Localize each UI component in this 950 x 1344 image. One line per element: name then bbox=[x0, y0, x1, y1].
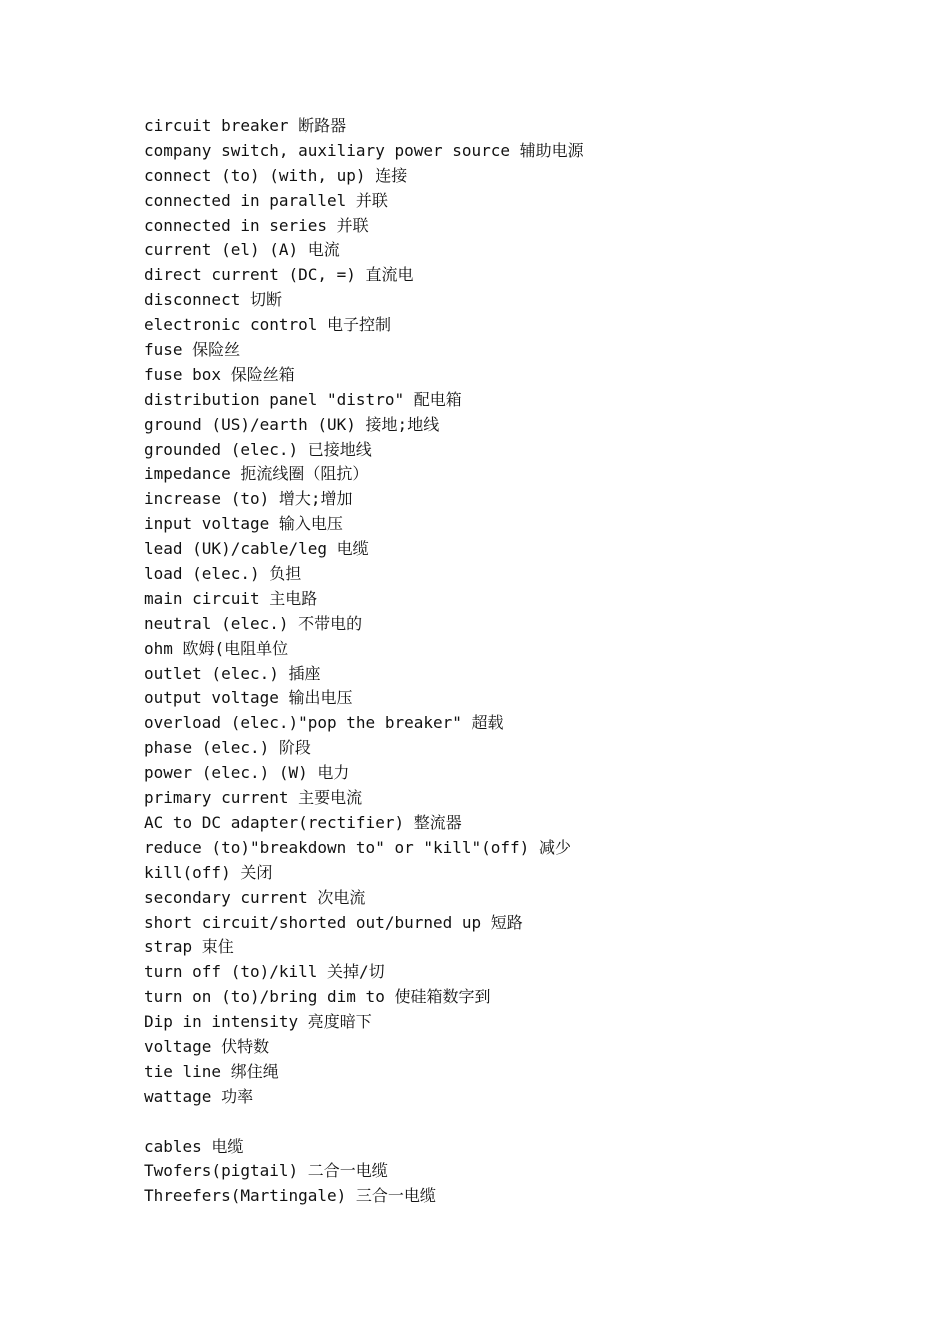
glossary-entry: direct current (DC, =) 直流电 bbox=[144, 265, 414, 285]
glossary-entry: reduce (to)"breakdown to" or "kill"(off) 减少 bbox=[144, 837, 571, 857]
glossary-entry: electronic control 电子控制 bbox=[144, 315, 392, 335]
cables-entry: Twofers(pigtail) 二合一电缆 bbox=[144, 1161, 388, 1181]
glossary-entry: voltage 伏特数 bbox=[144, 1036, 270, 1056]
glossary-entry: disconnect 切断 bbox=[144, 290, 282, 310]
glossary-entry: lead (UK)/cable/leg 电缆 bbox=[144, 539, 369, 559]
glossary-entry: current (el) (A) 电流 bbox=[144, 240, 340, 260]
glossary-entry: wattage 功率 bbox=[144, 1086, 254, 1106]
glossary-entry: fuse box 保险丝箱 bbox=[144, 364, 295, 384]
glossary-entry: grounded (elec.) 已接地线 bbox=[144, 439, 372, 459]
glossary-entry: phase (elec.) 阶段 bbox=[144, 738, 311, 758]
glossary-entry: circuit breaker 断路器 bbox=[144, 116, 347, 135]
glossary-entry: load (elec.) 负担 bbox=[144, 564, 302, 584]
glossary-entry: connected in parallel 并联 bbox=[144, 190, 388, 210]
glossary-entry: AC to DC adapter(rectifier) 整流器 bbox=[144, 812, 462, 832]
glossary-entry: distribution panel "distro" 配电箱 bbox=[144, 389, 462, 409]
glossary-entry: power (elec.) (W) 电力 bbox=[144, 763, 350, 783]
glossary-entry: outlet (elec.) 插座 bbox=[144, 663, 321, 683]
cables-entry: cables 电缆 bbox=[144, 1136, 244, 1156]
glossary-entry: strap 束住 bbox=[144, 937, 234, 957]
glossary-entry: ground (US)/earth (UK) 接地;地线 bbox=[144, 414, 440, 434]
glossary-entry: output voltage 输出电压 bbox=[144, 688, 353, 708]
glossary-entry: secondary current 次电流 bbox=[144, 887, 366, 907]
glossary-entry: Dip in intensity 亮度暗下 bbox=[144, 1012, 372, 1032]
glossary-entry: connect (to) (with, up) 连接 bbox=[144, 165, 408, 185]
glossary-entry: primary current 主要电流 bbox=[144, 788, 363, 808]
cables-entry: Threefers(Martingale) 三合一电缆 bbox=[144, 1186, 436, 1206]
glossary-entry: turn on (to)/bring dim to 使硅箱数字到 bbox=[144, 987, 491, 1007]
glossary-entry: turn off (to)/kill 关掉/切 bbox=[144, 962, 385, 982]
glossary-entry: overload (elec.)"pop the breaker" 超载 bbox=[144, 713, 504, 733]
glossary-entry: fuse 保险丝 bbox=[144, 340, 241, 360]
glossary-entry: ohm 欧姆(电阻单位 bbox=[144, 638, 289, 658]
glossary-entry: kill(off) 关闭 bbox=[144, 862, 273, 882]
glossary-entry: short circuit/shorted out/burned up 短路 bbox=[144, 912, 523, 932]
blank-line bbox=[144, 1110, 584, 1135]
glossary-entry: connected in series 并联 bbox=[144, 215, 369, 235]
glossary-entry: main circuit 主电路 bbox=[144, 588, 318, 608]
glossary-entry: impedance 扼流线圈（阻抗） bbox=[144, 464, 369, 484]
glossary-entry: company switch, auxiliary power source 辅助电源 bbox=[144, 140, 584, 160]
glossary-entry: tie line 绑住绳 bbox=[144, 1061, 279, 1081]
glossary-list bbox=[144, 114, 584, 1209]
glossary-entry: input voltage 输入电压 bbox=[144, 514, 343, 534]
glossary-entry: increase (to) 增大;增加 bbox=[144, 489, 353, 509]
glossary-entry: neutral (elec.) 不带电的 bbox=[144, 613, 363, 633]
